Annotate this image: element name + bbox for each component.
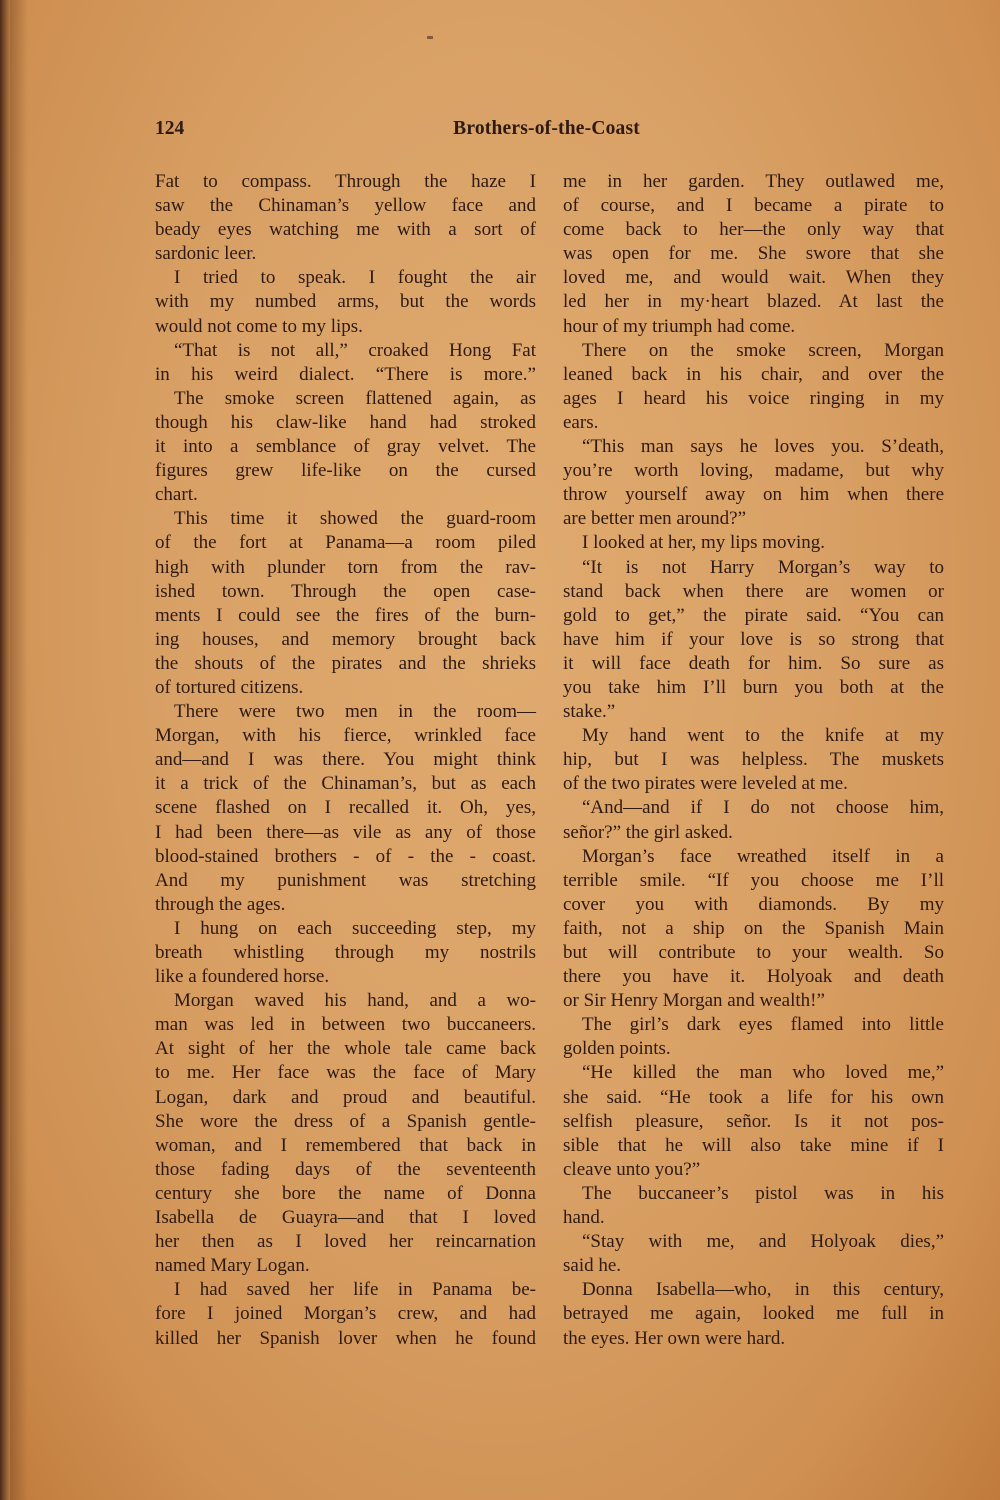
text-line: woman, and I remembered that back in — [155, 1134, 536, 1156]
text-line: breath whistling through my nostrils — [155, 942, 536, 963]
text-line: but will contribute to your wealth. So — [563, 942, 944, 963]
text-line: to me. Her face was the face of Mary — [155, 1062, 536, 1084]
text-line: ished town. Through the open case- — [155, 580, 536, 602]
text-line: high with plunder torn from the rav- — [155, 556, 536, 578]
text-line: This time it showed the guard-room — [174, 508, 536, 530]
book-spine-edge — [0, 0, 10, 1500]
text-line: gold to get,” the pirate said. “You can — [563, 604, 944, 626]
text-line: led her in my·heart blazed. At last the — [563, 291, 944, 313]
text-line: the eyes. Her own were hard. — [563, 1327, 786, 1349]
text-line: “That is not all,” croaked Hong Fat — [174, 339, 536, 361]
text-line: are better men around?” — [563, 508, 747, 530]
text-line: would not come to my lips. — [155, 315, 363, 337]
text-line: have him if your love is so strong that — [563, 628, 944, 650]
right-text-column — [563, 170, 944, 1351]
text-line: hand. — [563, 1207, 605, 1229]
text-line: though his claw-like hand had stroked — [155, 411, 536, 433]
text-line: she said. “He took a life for his own — [563, 1086, 944, 1108]
text-line: said he. — [563, 1255, 622, 1277]
text-line: sible that he will also take mine if I — [563, 1134, 944, 1156]
text-line: And my punishment was stretching — [155, 869, 536, 891]
text-line: or Sir Henry Morgan and wealth!” — [563, 990, 825, 1012]
text-line: There on the smoke screen, Morgan — [582, 339, 944, 361]
text-line: fore I joined Morgan’s crew, and had — [155, 1303, 536, 1325]
text-line: leaned back in his chair, and over the — [563, 363, 944, 385]
text-line: killed her Spanish lover when he found — [155, 1327, 536, 1349]
text-line: I tried to speak. I fought the air — [174, 267, 536, 289]
page-gutter-shadow — [10, 0, 28, 1500]
text-line: Isabella de Guayra—and that I loved — [155, 1207, 536, 1229]
text-line: through the ages. — [155, 893, 286, 915]
text-line: like a foundered horse. — [155, 966, 330, 988]
text-line: “This man says he loves you. S’death, — [582, 436, 944, 458]
text-line: cleave unto you?” — [563, 1158, 701, 1180]
text-line: in his weird dialect. “There is more.” — [155, 363, 536, 385]
text-line: throw yourself away on him when there — [563, 484, 944, 506]
text-line: her then as I loved her reincarnation — [155, 1231, 536, 1253]
text-line: “And—and if I do not choose him, — [582, 797, 944, 819]
text-line: Donna Isabella—who, in this century, — [582, 1279, 944, 1301]
text-line: scene flashed on I recalled it. Oh, yes, — [155, 797, 536, 819]
text-line: cover you with diamonds. By my — [563, 893, 944, 915]
text-line: I had been there—as vile as any of those — [155, 821, 536, 843]
running-header — [155, 118, 640, 144]
text-line: betrayed me again, looked me full in — [563, 1303, 944, 1325]
text-line: selfish pleasure, señor. Is it not pos- — [563, 1110, 944, 1132]
text-line: it a trick of the Chinaman’s, but as each — [155, 773, 536, 795]
text-line: Morgan, with his fierce, wrinkled face — [155, 725, 536, 747]
text-line: Logan, dark and proud and beautiful. — [155, 1086, 536, 1108]
text-line: Fat to compass. Through the haze I — [155, 171, 536, 192]
text-line: terrible smile. “If you choose me I’ll — [563, 869, 944, 891]
text-line: with my numbed arms, but the words — [155, 291, 536, 313]
text-line: of the fort at Panama—a room piled — [155, 532, 536, 554]
text-line: “It is not Harry Morgan’s way to — [582, 556, 944, 578]
text-line: century she bore the name of Donna — [155, 1182, 536, 1204]
text-line: named Mary Logan. — [155, 1255, 310, 1277]
text-line: it into a semblance of gray velvet. The — [155, 436, 536, 458]
text-line: sardonic leer. — [155, 243, 257, 265]
text-line: The girl’s dark eyes flamed into little — [582, 1014, 944, 1036]
text-line: of tortured citizens. — [155, 676, 304, 698]
text-line: and—and I was there. You might think — [155, 749, 536, 771]
text-line: man was led in between two buccaneers. — [155, 1014, 536, 1036]
text-line: those fading days of the seventeenth — [155, 1158, 536, 1180]
text-line: She wore the dress of a Spanish gentle- — [155, 1110, 536, 1132]
text-line: “Stay with me, and Holyoak dies,” — [582, 1231, 944, 1253]
text-line: golden points. — [563, 1038, 671, 1060]
text-line: faith, not a ship on the Spanish Main — [563, 917, 944, 939]
text-line: Morgan’s face wreathed itself in a — [582, 845, 944, 867]
running-title: Brothers-of-the-Coast — [453, 118, 640, 139]
text-line: The buccaneer’s pistol was in his — [582, 1182, 944, 1204]
text-line: At sight of her the whole tale came back — [155, 1038, 536, 1060]
text-line: come back to her—the only way that — [563, 219, 944, 241]
text-line: ages I heard his voice ringing in my — [563, 387, 944, 409]
text-line: me in her garden. They outlawed me, — [563, 171, 944, 192]
text-line: ing houses, and memory brought back — [155, 628, 536, 650]
text-line: of the two pirates were leveled at me. — [563, 773, 848, 795]
text-line: you take him I’ll burn you both at the — [563, 676, 944, 698]
left-text-column — [155, 170, 536, 1351]
text-line: of course, and I became a pirate to — [563, 195, 944, 217]
text-line: I looked at her, my lips moving. — [582, 532, 826, 554]
text-line: saw the Chinaman’s yellow face and — [155, 195, 536, 217]
text-line: beady eyes watching me with a sort of — [155, 219, 536, 241]
text-line: Morgan waved his hand, and a wo- — [174, 990, 536, 1012]
text-line: stand back when there are women or — [563, 580, 944, 602]
text-line: hip, but I was helpless. The muskets — [563, 749, 944, 771]
text-line: blood-stained brothers - of - the - coast. — [155, 845, 536, 867]
text-line: you’re worth loving, madame, but why — [563, 460, 944, 482]
page-number: 124 — [155, 118, 185, 139]
text-line: “He killed the man who loved me,” — [582, 1062, 944, 1084]
text-line: There were two men in the room— — [174, 701, 536, 723]
text-line: ments I could see the fires of the burn- — [155, 604, 536, 626]
text-line: loved me, and would wait. When they — [563, 267, 944, 289]
text-line: the shouts of the pirates and the shrieks — [155, 652, 536, 674]
text-line: señor?” the girl asked. — [563, 821, 733, 843]
text-line: was open for me. She swore that she — [563, 243, 944, 265]
text-line: chart. — [155, 484, 198, 506]
text-line: ears. — [563, 411, 599, 433]
text-line: stake.” — [563, 701, 616, 723]
text-line: The smoke screen flattened again, as — [174, 387, 536, 409]
text-line: figures grew life-like on the cursed — [155, 460, 536, 482]
text-line: I had saved her life in Panama be- — [174, 1279, 536, 1301]
text-line: hour of my triumph had come. — [563, 315, 796, 337]
text-line: My hand went to the knife at my — [582, 725, 944, 747]
text-line: there you have it. Holyoak and death — [563, 966, 944, 988]
ink-speck — [427, 36, 433, 39]
text-line: it will face death for him. So sure as — [563, 652, 944, 674]
text-line: I hung on each succeeding step, my — [174, 917, 536, 939]
